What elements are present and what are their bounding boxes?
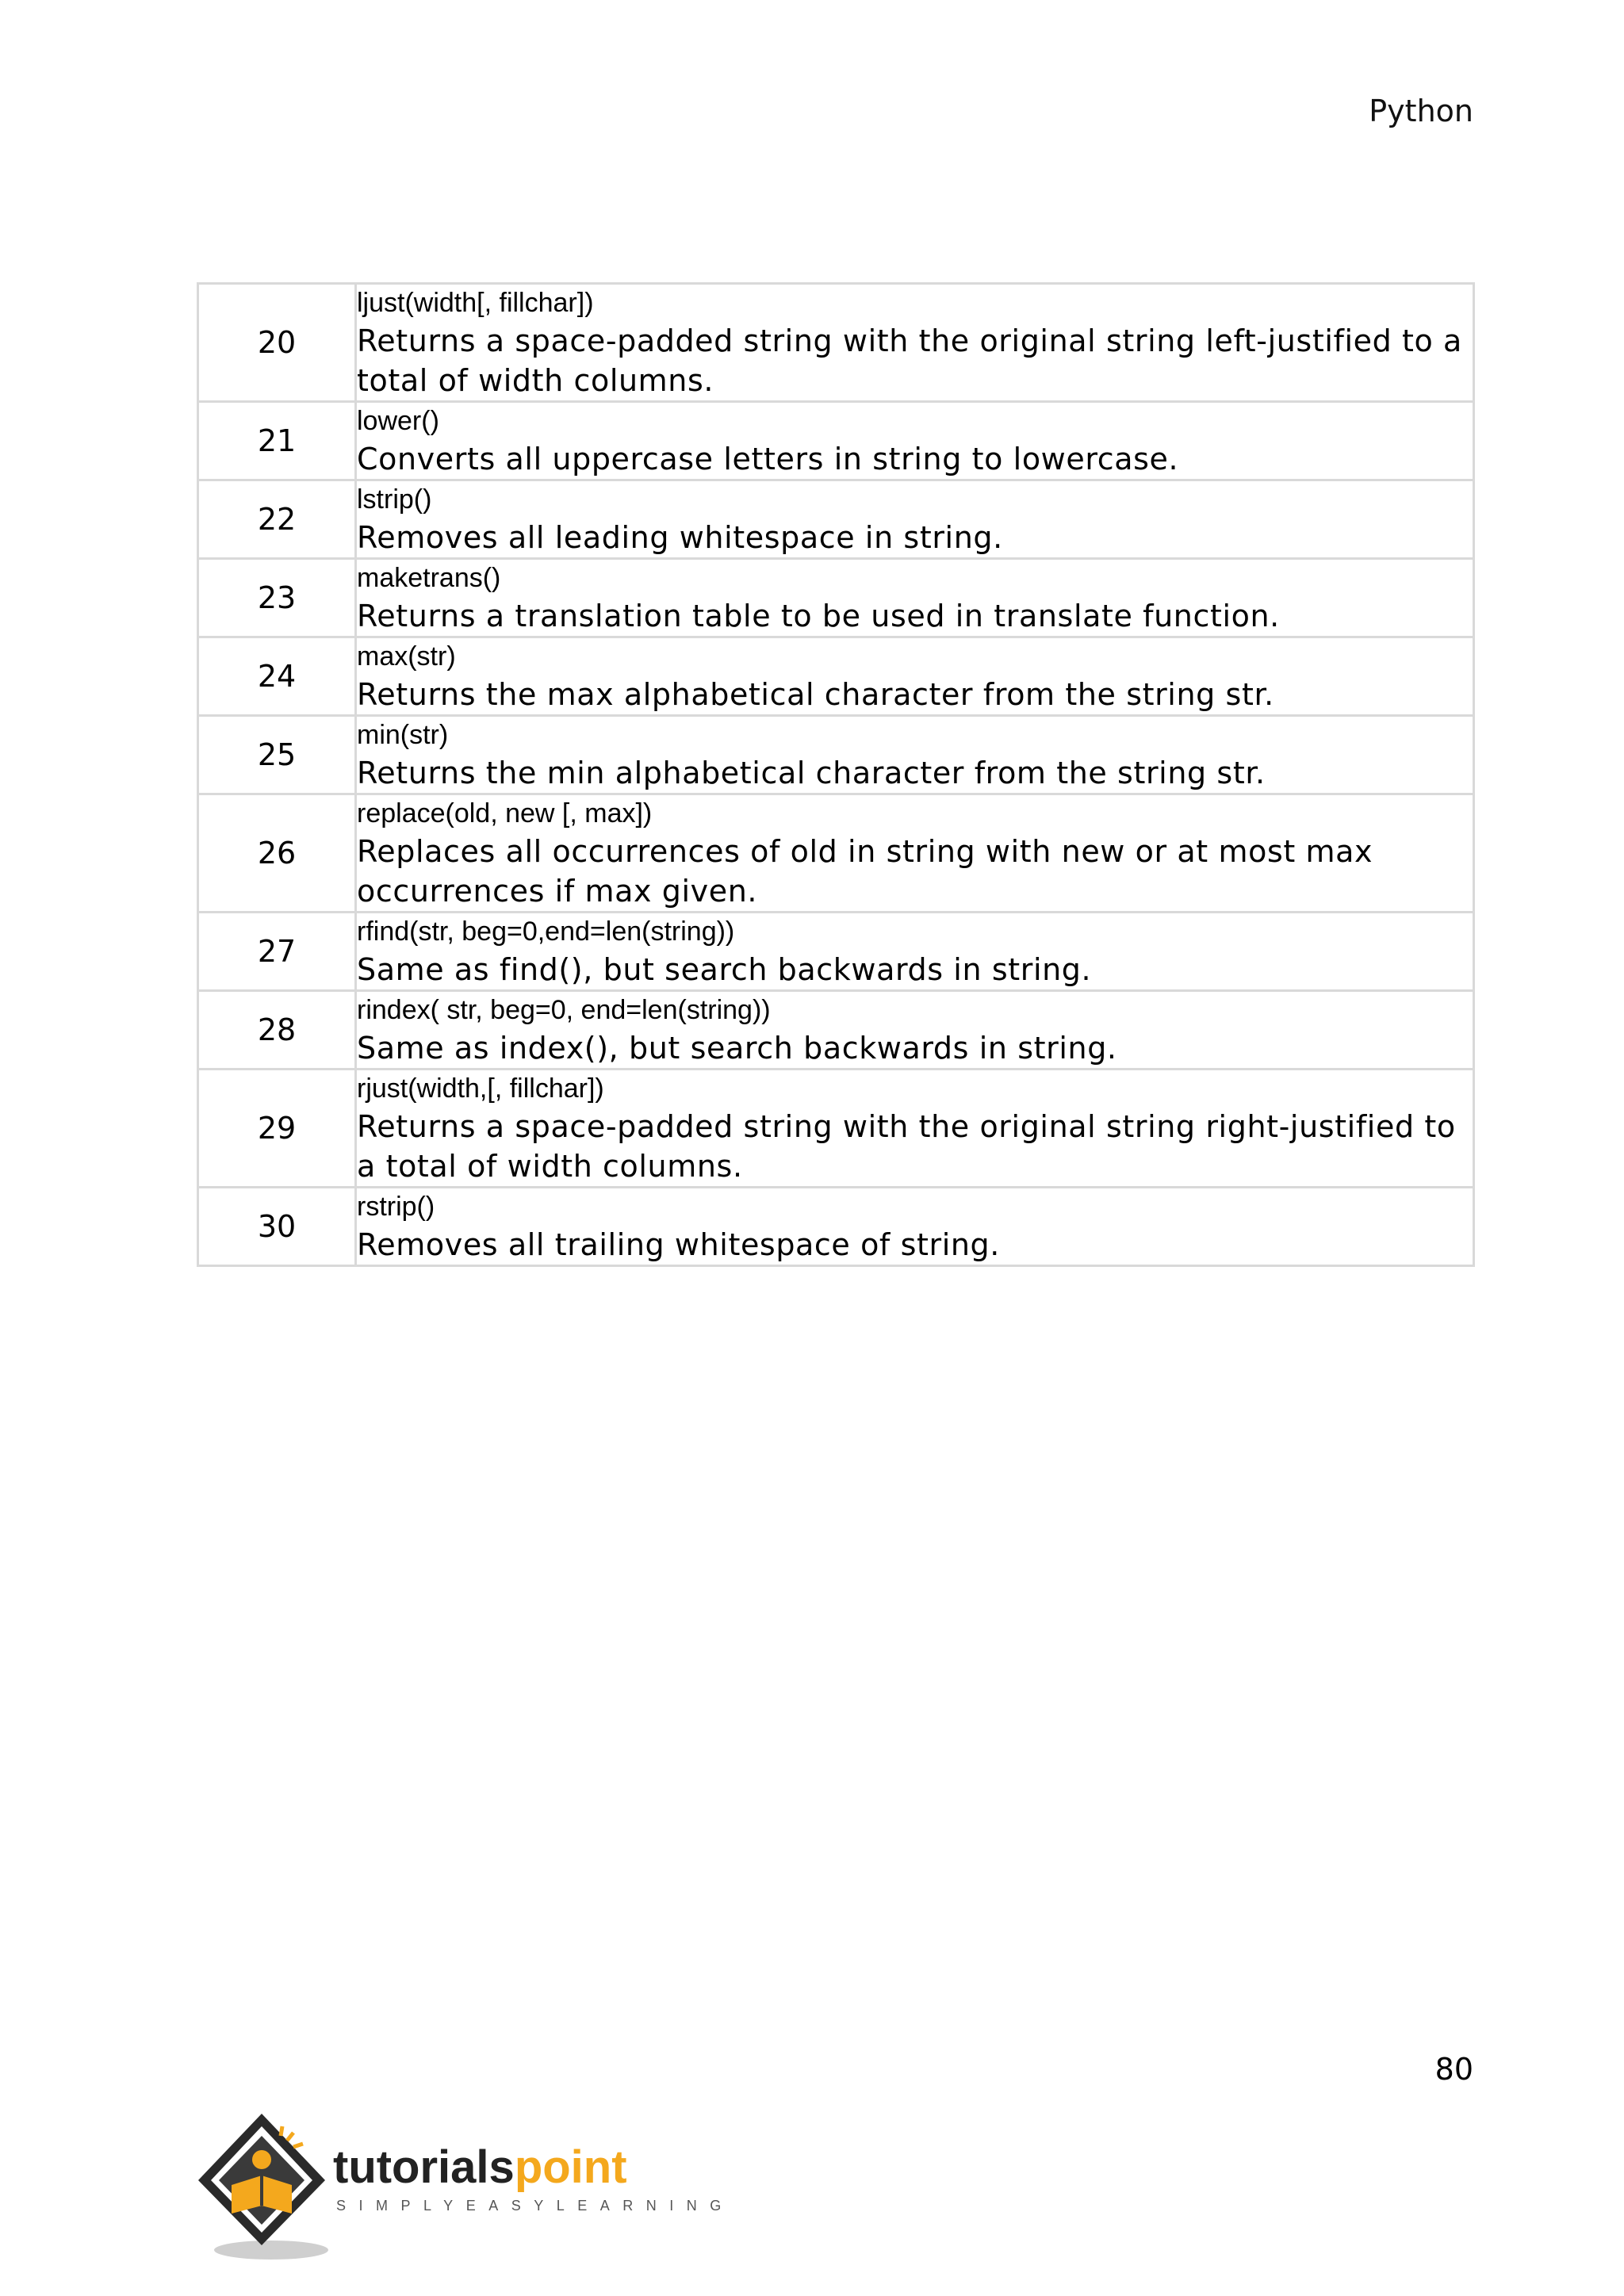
page-number: 80 [1434, 2052, 1473, 2087]
method-cell [356, 991, 1474, 1070]
method-cell [356, 559, 1474, 637]
logo-wordmark: tutorialspoint [333, 2141, 627, 2193]
method-description: a total of width columns. [357, 1149, 743, 1184]
method-description: Returns a space-padded string with the original string left-justified to a [357, 323, 1462, 358]
row-number: 25 [198, 716, 356, 794]
string-methods-table [197, 282, 1475, 1267]
method-description: occurrences if max given. [357, 874, 758, 909]
logo-tagline: SIMPLYEASYLEARNING [336, 2198, 734, 2214]
method-cell [356, 1070, 1474, 1188]
method-signature: rindex( str, beg=0, end=len(string)) [357, 995, 771, 1025]
row-number: 30 [198, 1188, 356, 1266]
table-row [198, 1188, 1474, 1266]
method-signature: rstrip() [357, 1192, 435, 1222]
method-signature: lstrip() [357, 484, 432, 515]
table-row [198, 991, 1474, 1070]
row-number: 28 [198, 991, 356, 1070]
method-signature: replace(old, new [, max]) [357, 798, 653, 828]
method-cell [356, 1188, 1474, 1266]
method-description: Returns a translation table to be used in translate function. [357, 599, 1280, 633]
method-signature: rjust(width,[, fillchar]) [357, 1073, 604, 1104]
table-row [198, 284, 1474, 402]
logo-emblem-icon [193, 2109, 336, 2267]
method-cell [356, 480, 1474, 559]
row-number: 24 [198, 637, 356, 716]
method-description: Returns the max alphabetical character from the string str. [357, 677, 1274, 712]
row-number: 27 [198, 913, 356, 991]
method-cell [356, 716, 1474, 794]
method-signature: ljust(width[, fillchar]) [357, 288, 594, 318]
method-signature: min(str) [357, 720, 449, 750]
row-number: 22 [198, 480, 356, 559]
table-row [198, 1070, 1474, 1188]
table-row [198, 480, 1474, 559]
row-number: 20 [198, 284, 356, 402]
method-cell [356, 402, 1474, 480]
row-number: 23 [198, 559, 356, 637]
table-row [198, 716, 1474, 794]
table-row [198, 637, 1474, 716]
method-description: Same as find(), but search backwards in string. [357, 952, 1092, 987]
row-number: 29 [198, 1070, 356, 1188]
method-cell [356, 637, 1474, 716]
method-signature: rfind(str, beg=0,end=len(string)) [357, 916, 735, 947]
table-row [198, 794, 1474, 913]
method-cell [356, 794, 1474, 913]
method-description: Replaces all occurrences of old in string with new or at most max [357, 834, 1373, 869]
row-number: 26 [198, 794, 356, 913]
method-signature: maketrans() [357, 563, 501, 593]
tutorialspoint-logo [193, 2109, 734, 2267]
method-cell [356, 284, 1474, 402]
table-row [198, 913, 1474, 991]
row-number: 21 [198, 402, 356, 480]
method-description: total of width columns. [357, 363, 714, 398]
table-row [198, 402, 1474, 480]
method-signature: lower() [357, 406, 439, 436]
page-header-title: Python [1369, 94, 1473, 128]
method-cell [356, 913, 1474, 991]
method-description: Removes all leading whitespace in string. [357, 520, 1003, 555]
method-description: Removes all trailing whitespace of string. [357, 1227, 1000, 1262]
method-signature: max(str) [357, 641, 456, 672]
method-description: Converts all uppercase letters in string to lowercase. [357, 442, 1179, 476]
method-description: Same as index(), but search backwards in string. [357, 1031, 1117, 1066]
table-row [198, 559, 1474, 637]
method-description: Returns a space-padded string with the original string right-justified to [357, 1109, 1456, 1144]
method-description: Returns the min alphabetical character from the string str. [357, 756, 1266, 790]
